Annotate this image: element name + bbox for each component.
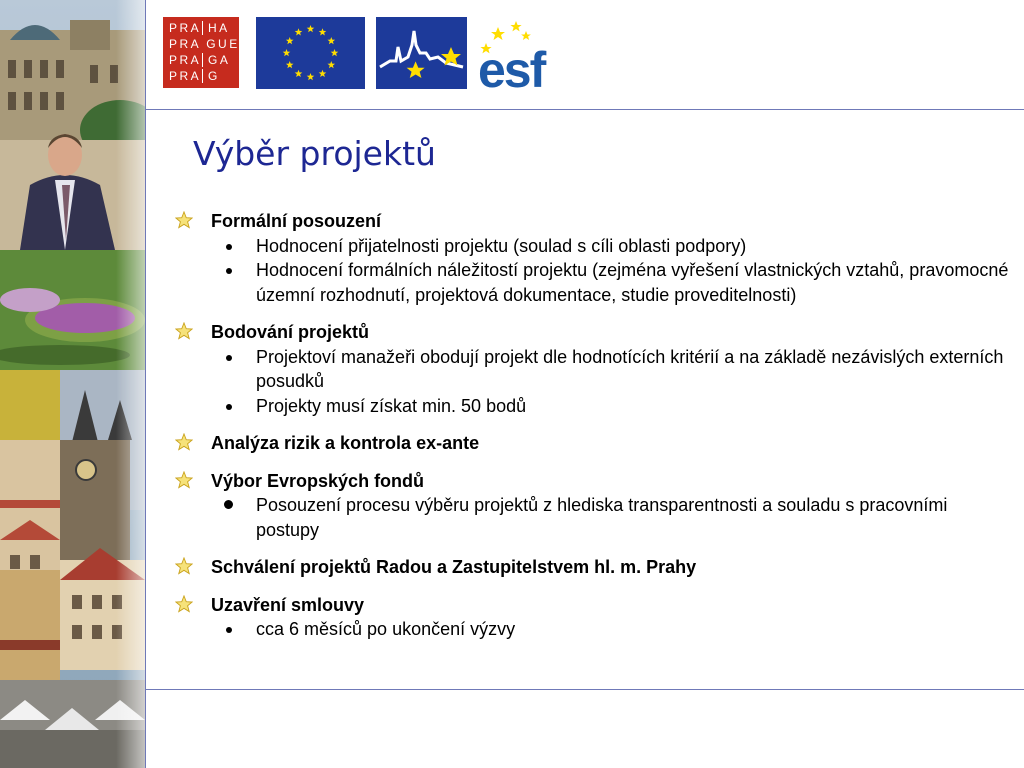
section-contract [175,593,1015,642]
praha-logo-text: PRA [169,21,202,35]
praha-logo-text: G [208,69,220,83]
list-item-text: cca 6 měsíců po ukončení výzvy [256,619,516,639]
section-scoring [175,320,1015,418]
vertical-divider [145,0,146,768]
prague-castle-logo [376,17,467,89]
section-heading-text: Výbor Evropských fondů [211,470,425,491]
list-item-text: Projekty musí získat min. 50 bodů [256,395,527,416]
section-heading [175,431,1015,456]
list-item [175,493,1015,542]
footer-rule [146,689,1024,690]
list-item [175,345,1015,394]
bullet-dot-icon [226,268,232,274]
section-heading [175,593,1015,618]
star-bullet-icon [175,557,193,575]
praha-logo-text: PRA [169,37,202,51]
slide-title: Výběr projektů [193,134,436,173]
bullet-dot-icon [226,627,232,633]
bullet-dot-icon [226,355,232,361]
section-heading [175,469,1015,494]
section-heading-text: Schválení projektů Radou a Zastupitelstvem hl. m. Prahy [211,557,697,577]
list-item-text: Posouzení procesu výběru projektů z hlediska transparentnosti a souladu s pracovními postupy [256,495,948,540]
praha-logo-text: GUE [206,37,240,51]
section-formal-review [175,209,1015,307]
bullet-dot-icon [226,404,232,410]
section-heading-text: Formální posouzení [211,211,382,231]
star-bullet-icon [175,595,193,613]
star-icon [491,27,505,40]
section-heading [175,320,1015,345]
star-bullet-icon [175,433,193,451]
section-risk-analysis [175,431,1015,456]
list-item [175,258,1015,307]
eu-flag-logo [256,17,365,89]
section-heading-text: Bodování projektů [211,322,370,342]
section-heading [175,209,1015,234]
praha-logo-row [169,68,239,84]
section-approval [175,555,1015,580]
praha-logo-text: PRA [169,69,202,83]
praha-logo-text: PRA [169,53,202,67]
esf-logo [478,17,564,89]
esf-logo-text: esf [478,42,545,89]
star-icon [510,21,521,31]
bullet-dot-icon [226,244,232,250]
list-item [175,394,1015,419]
list-item [175,617,1015,642]
list-item-text: Hodnocení formálních náležitostí projektu (zejména vyřešení vlastnických vztahů, pravomocné územní rozhodnutí, projektová dokumentace, studie proveditelnosti) [256,260,1009,305]
list-item-text: Projektoví manažeři obodují projekt dle hodnotících kritérií a na základě nezávislých externích posudků [256,346,1004,391]
star-bullet-icon [175,322,193,340]
section-heading [175,555,1015,580]
header-rule [146,109,1024,110]
praha-logo-row [169,52,239,68]
praha-logo-text: GA [208,53,231,67]
praha-logo-row [169,20,239,36]
section-heading-text: Analýza rizik a kontrola ex-ante [211,433,480,453]
bullet-dot-icon [224,500,233,509]
slide-content [175,209,1015,655]
section-committee [175,469,1015,543]
prague-photo-collage [0,0,145,768]
star-bullet-icon [175,471,193,489]
praha-logo-separator [202,53,203,67]
star-icon [521,31,531,40]
list-item [175,234,1015,259]
praha-logo-separator [202,69,203,83]
praha-logo-text: HA [208,21,230,35]
star-bullet-icon [175,211,193,229]
praha-logo-row [169,36,239,52]
list-item-text: Hodnocení přijatelnosti projektu (soulad s cíli oblasti podpory) [256,235,747,256]
praha-logo-separator [202,21,203,35]
photo-collage-image [0,0,145,768]
praha-logo [163,17,239,88]
section-heading-text: Uzavření smlouvy [211,594,365,615]
